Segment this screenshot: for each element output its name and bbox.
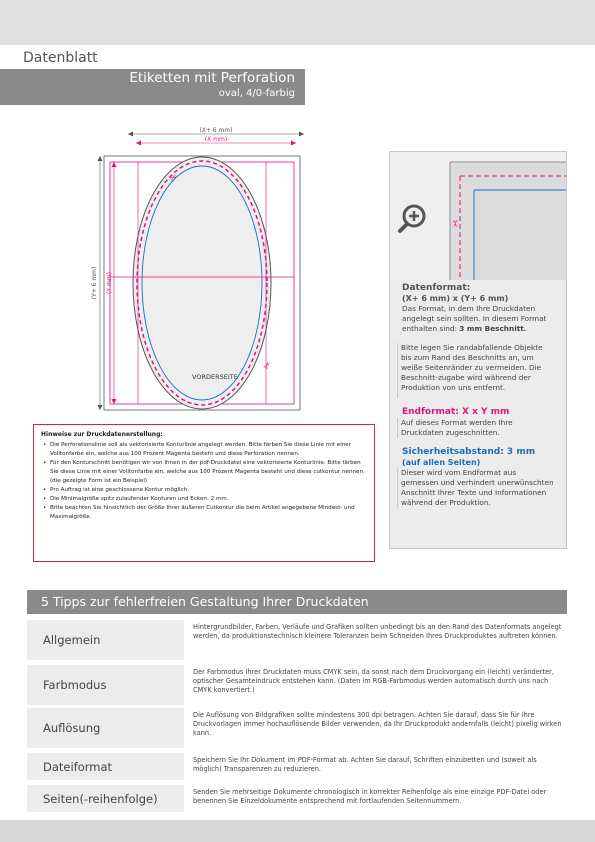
zoom-plus-icon bbox=[400, 206, 424, 231]
datenblatt-tag: Datenblatt bbox=[17, 47, 119, 69]
dim-x-outer: (X+ 6 mm) bbox=[199, 127, 233, 134]
tip-label: Seiten(-reihenfolge) bbox=[27, 785, 184, 812]
top-band bbox=[0, 0, 595, 45]
notes-item: • Bitte beachten Sie hinsichtlich der Größe Ihrer äußeren Cutkontur die beim Artikel angegebene Mindest- und Maximalgröße. bbox=[41, 504, 367, 522]
page-subtitle: oval, 4/0-farbig bbox=[218, 88, 295, 99]
tip-text: Die Auflösung von Bildgrafiken sollte mindestens 300 dpi betragen. Achten Sie darauf, dass Sie für Ihre Druckvorlagen immer hochauflösende Bilder verwenden, da Ihr Druckprodukt andernfalls (leicht) pixelig wirken kann. bbox=[184, 708, 567, 748]
tip-label: Allgemein bbox=[27, 620, 184, 660]
tip-row bbox=[27, 753, 567, 780]
format-diagram bbox=[80, 120, 320, 420]
page-title: Etiketten mit Perforation bbox=[129, 70, 295, 86]
front-label: VORDERSEITE bbox=[192, 373, 238, 381]
notes-item: • Die Perforationslinie soll als vektorisierte Konturlinie angelegt werden. Bitte färben Sie diese Linie mit einer Volltonfarbe ein, welche aus 100 Prozent Magenta besteht und diese Perforation nennen. bbox=[41, 441, 367, 459]
tip-text: Speichern Sie Ihr Dokument im PDF-Format ab. Achten Sie darauf, Schriften einzubetten und (soweit als möglich) Transparenzen zu reduzieren. bbox=[184, 753, 567, 780]
format-info-text bbox=[390, 280, 566, 548]
tip-text: Hintergrundbilder, Farben, Verläufe und Grafiken sollten unbedingt bis an den Rand des Datenformats angelegt werden, da produktionstechnisch kleinere Toleranzen beim Schneiden Ihres Druckproduktes auftreten können. bbox=[184, 620, 567, 660]
oval-label-diagram bbox=[80, 120, 320, 420]
tip-row bbox=[27, 665, 567, 705]
tip-row bbox=[27, 708, 567, 748]
outer-oval bbox=[133, 157, 271, 409]
tip-label: Farbmodus bbox=[27, 665, 184, 705]
tip-label: Auflösung bbox=[27, 708, 184, 748]
endformat-text: Auf dieses Format werden Ihre Druckdaten zugeschnitten. bbox=[397, 418, 554, 438]
scissors-icon: ✂ bbox=[261, 359, 275, 372]
scissors-icon: ✂ bbox=[449, 220, 459, 228]
tips-heading: 5 Tipps zur fehlerfreien Gestaltung Ihrer Druckdaten bbox=[27, 590, 567, 614]
notes-item: • Die Minimalgröße spitz zulaufender Konturen und Ecken: 2 mm. bbox=[41, 495, 367, 504]
notes-heading: Hinweise zur Druckdatenerstellung: bbox=[41, 431, 163, 438]
tip-label: Dateiformat bbox=[27, 753, 184, 780]
dim-y-outer: (Y+ 6 mm) bbox=[91, 266, 98, 300]
print-notes-box bbox=[33, 424, 375, 562]
tip-row bbox=[27, 785, 567, 812]
safety-subheading: (auf allen Seiten) bbox=[402, 458, 481, 467]
corner-detail bbox=[390, 152, 566, 280]
tip-row bbox=[27, 620, 567, 660]
dim-x-inner: (X mm) bbox=[204, 136, 228, 143]
notes-item: • Pro Auftrag ist eine geschlossene Kontur möglich. bbox=[41, 486, 367, 495]
datenformat-dims: (X+ 6 mm) x (Y+ 6 mm) bbox=[402, 294, 509, 303]
scissors-icon: ✂ bbox=[168, 172, 181, 185]
title-bar bbox=[0, 69, 305, 105]
tip-text: Senden Sie mehrseitige Dokumente chronologisch in korrekter Reihenfolge als eine einzige PDF-Datei oder benennen Sie Einzeldokumente entsprechend mit fortlaufenden Seitennummern. bbox=[184, 785, 567, 812]
format-info-panel bbox=[389, 151, 567, 549]
notes-item: • Für den Konturschnitt benötigen wir von Ihnen in der pdf-Druckdatei eine vektorisierte Konturlinie. Bitte färben Sie diese Linie mit einer Volltonfarbe ein, welche aus 100 Prozent Magenta besteht und diese cutkontur nennen. (die gezeigte Form ist ein Beispiel) bbox=[41, 459, 367, 486]
endformat-heading: Endformat: X x Y mm bbox=[402, 407, 510, 417]
footer-band bbox=[0, 820, 595, 842]
safety-heading: Sicherheitsabstand: 3 mm bbox=[402, 447, 536, 457]
dim-y-inner: (Y mm) bbox=[106, 272, 113, 294]
beschnitt-text: Bitte legen Sie randabfallende Objekte bis zum Rand des Beschnitts an, um weiße Seitenränder zu vermeiden. Die Beschnitt-zugabe wird während der Produktion von uns entfernt. bbox=[397, 343, 554, 398]
notes-list bbox=[41, 441, 367, 522]
safety-text: Dieser wird vom Endformat aus gemessen und verhindert unerwünschten Anschnitt Ihrer Texte und Informationen während der Produktion. bbox=[397, 468, 554, 508]
datenformat-heading: Datenformat: bbox=[402, 283, 471, 293]
datenformat-text: Das Format, in dem Ihre Druckdaten angelegt sein sollten. In diesem Format enthalten sind: 3 mm Beschnitt. bbox=[402, 304, 547, 333]
tip-text: Der Farbmodus Ihrer Druckdaten muss CMYK sein, da sonst nach dem Druckvorgang ein (leicht) veränderter, optischer Gesamteindruck entstehen kann. (Daten im RGB-Farbmodus werden automatisch durch uns nach CMYK konvertiert.) bbox=[184, 665, 567, 705]
